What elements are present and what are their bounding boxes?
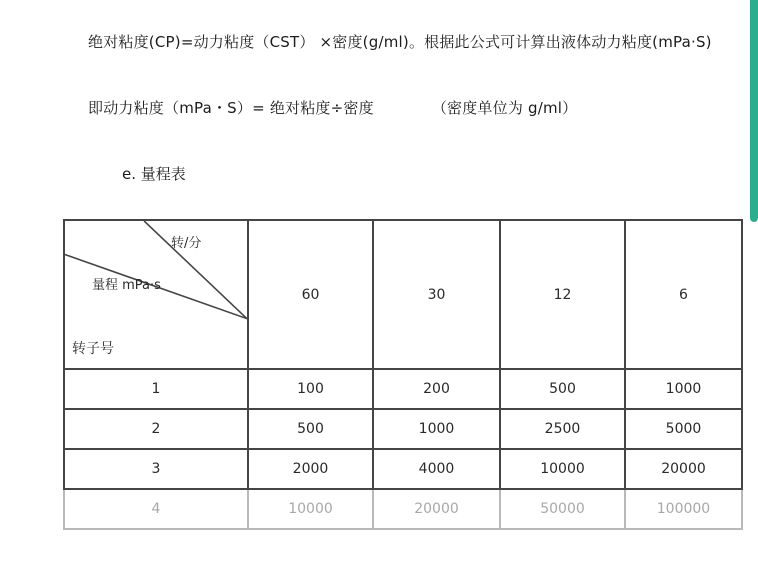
table-row [64,369,742,409]
range-value-cell: 2000 [248,449,373,489]
range-value-cell: 10000 [248,489,373,529]
corner-label-rpm: 转/分 [171,236,202,251]
range-value-cell: 1000 [373,409,500,449]
table-row-muted [64,489,742,529]
rotor-number-cell: 2 [64,409,248,449]
table-row [64,449,742,489]
range-value-cell: 100 [248,369,373,409]
rotor-number-cell: 1 [64,369,248,409]
corner-label-rotor: 转子号 [72,341,114,357]
speed-column-header: 30 [373,220,500,369]
dynamic-viscosity-formula-line [88,97,577,118]
speed-column-header: 60 [248,220,373,369]
range-value-cell: 50000 [500,489,625,529]
range-value-cell: 2500 [500,409,625,449]
rotor-number-cell: 4 [64,489,248,529]
speed-column-header: 6 [625,220,742,369]
range-value-cell: 200 [373,369,500,409]
range-value-cell: 100000 [625,489,742,529]
rotor-number-cell: 3 [64,449,248,489]
section-heading-range-table: e. 量程表 [122,165,186,183]
range-value-cell: 10000 [500,449,625,489]
range-value-cell: 20000 [625,449,742,489]
dynamic-viscosity-formula-text: 即动力粘度（mPa・S）= 绝对粘度÷密度 [88,99,374,117]
table-row [64,409,742,449]
range-value-cell: 500 [500,369,625,409]
range-value-cell: 1000 [625,369,742,409]
absolute-viscosity-formula-text: 绝对粘度(CP)=动力粘度（CST） ×密度(g/ml)。根据此公式可计算出液体动力粘度(mPa·S) [88,33,712,51]
range-value-cell: 20000 [373,489,500,529]
scrollbar-thumb[interactable] [750,0,758,222]
speed-column-header: 12 [500,220,625,369]
table-header-row [64,220,742,369]
corner-label-range: 量程 mPa·s [92,278,161,293]
range-value-cell: 500 [248,409,373,449]
range-value-cell: 4000 [373,449,500,489]
viscosity-range-table [63,219,743,530]
range-value-cell: 5000 [625,409,742,449]
density-unit-note: （密度单位为 g/ml） [431,99,578,117]
table-corner-cell [64,220,248,369]
